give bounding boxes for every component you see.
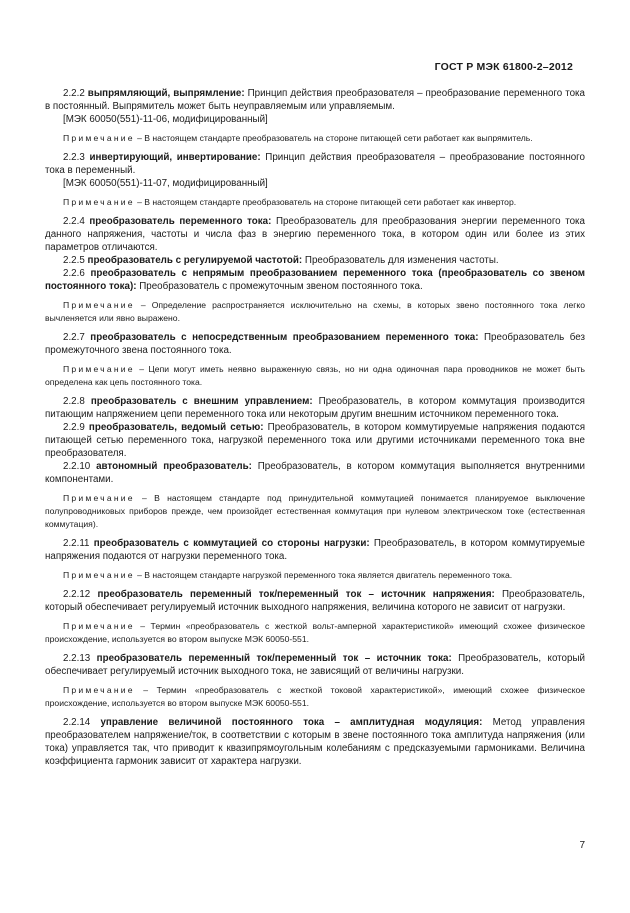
note-label: Примечание xyxy=(63,621,135,631)
clause-number: 2.2.12 xyxy=(63,589,91,600)
clause-text: Преобразователь, который обеспечивает регулируемый источник выходного тока, не зависящий от величины нагрузки. xyxy=(45,653,585,677)
clause-paragraph xyxy=(45,215,585,254)
standard-designation: ГОСТ Р МЭК 61800-2–2012 xyxy=(434,61,573,73)
clause-number: 2.2.6 xyxy=(63,268,85,279)
note-label: Примечание xyxy=(63,685,135,695)
clause-paragraph xyxy=(45,716,585,768)
clause-paragraph xyxy=(45,87,585,113)
note-text: – В настоящем стандарте под принудительной коммутацией понимается планируемое выключение полупроводниковых приборов прежде, чем произойдет естественная коммутация при нулевом электрическом токе (естественная коммутация). xyxy=(45,493,585,529)
note-label: Примечание xyxy=(63,364,135,374)
clause-term: преобразователь переменного тока: xyxy=(89,216,272,227)
clause-paragraph xyxy=(45,395,585,421)
clause-text: Преобразователь, в котором коммутируемые напряжения подаются от нагрузки переменного тока. xyxy=(45,538,585,562)
clause-paragraph xyxy=(45,267,585,293)
note-label: Примечание xyxy=(63,197,135,207)
note-text: – В настоящем стандарте преобразователь на стороне питающей сети работает как инвертор. xyxy=(137,197,517,207)
note-paragraph xyxy=(45,569,585,582)
clause-paragraph xyxy=(45,421,585,460)
reference-line: [МЭК 60050(551)-11-07, модифицированный] xyxy=(63,178,268,189)
clause-text: Преобразователь, в котором коммутация выполняется внутренними компонентами. xyxy=(45,461,585,485)
note-paragraph xyxy=(45,620,585,646)
clause-term: преобразователь с непосредственным преобразованием переменного тока: xyxy=(90,332,479,343)
note-text: – В настоящем стандарте нагрузкой переменного тока является двигатель переменного тока. xyxy=(137,570,513,580)
clause-text: Преобразователь, в котором коммутируемые напряжения подаются питающей сетью переменного тока, нагрузкой переменного тока или другими источниками переменного тока вне преобразователя. xyxy=(45,422,585,459)
clause-term: преобразователь переменный ток/переменный ток – источник тока: xyxy=(96,653,452,664)
note-paragraph xyxy=(45,299,585,325)
clause-text: Принцип действия преобразователя – преобразование постоянного тока в переменный. xyxy=(45,152,585,176)
clause-paragraph xyxy=(45,537,585,563)
clause-number: 2.2.14 xyxy=(63,717,91,728)
note-text: – В настоящем стандарте преобразователь на стороне питающей сети работает как выпрямитель. xyxy=(137,133,533,143)
page-number: 7 xyxy=(579,840,585,851)
clause-number: 2.2.7 xyxy=(63,332,85,343)
clause-number: 2.2.11 xyxy=(63,538,90,549)
note-paragraph xyxy=(45,196,585,209)
note-label: Примечание xyxy=(63,493,135,503)
clause-text: Преобразователь для изменения частоты. xyxy=(304,255,499,266)
clause-number: 2.2.5 xyxy=(63,255,85,266)
document-body xyxy=(45,87,585,768)
clause-number: 2.2.10 xyxy=(63,461,91,472)
clause-term: преобразователь с внешним управлением: xyxy=(90,396,313,407)
clause-paragraph xyxy=(45,588,585,614)
clause-paragraph xyxy=(45,460,585,486)
clause-number: 2.2.8 xyxy=(63,396,85,407)
clause-term: преобразователь с коммутацией со стороны нагрузки: xyxy=(93,538,370,549)
note-paragraph xyxy=(45,132,585,145)
clause-text: Преобразователь для преобразования энергии переменного тока данного напряжения, частоты и числа фаз в энергию переменного тока, в котором один или более из этих параметров отличаются. xyxy=(45,216,585,253)
note-text: – Термин «преобразователь с жесткой вольт-амперной характеристикой» имеющий схожее физическое происхождение, используется во втором выпуске МЭК 60050-551. xyxy=(45,621,585,644)
clause-term: преобразователь переменный ток/переменный ток – источник напряжения: xyxy=(97,589,495,600)
clause-text: Преобразователь без промежуточного звена постоянного тока. xyxy=(45,332,585,356)
note-paragraph xyxy=(45,363,585,389)
clause-term: преобразователь с непрямым преобразованием переменного тока (преобразователь со звеном постоянного тока): xyxy=(45,268,585,292)
clause-paragraph xyxy=(45,652,585,678)
clause-paragraph xyxy=(45,331,585,357)
note-label: Примечание xyxy=(63,570,135,580)
clause-text: Принцип действия преобразователя – преобразование переменного тока в постоянный. Выпрямитель может быть неуправляемым или управляемым. xyxy=(45,88,585,112)
note-label: Примечание xyxy=(63,133,135,143)
clause-term: преобразователь, ведомый сетью: xyxy=(88,422,264,433)
page-footer xyxy=(45,840,585,851)
clause-number: 2.2.4 xyxy=(63,216,85,227)
clause-term: выпрямляющий, выпрямление: xyxy=(87,88,245,99)
reference-line: [МЭК 60050(551)-11-06, модифицированный] xyxy=(63,114,268,125)
clause-term: преобразователь с регулируемой частотой: xyxy=(87,255,303,266)
clause-term: управление величиной постоянного тока – амплитудная модуляция: xyxy=(100,717,483,728)
clause-paragraph xyxy=(45,254,585,267)
clause-number: 2.2.13 xyxy=(63,653,91,664)
clause-number: 2.2.3 xyxy=(63,152,85,163)
clause-term: автономный преобразователь: xyxy=(96,461,252,472)
note-text: – Цепи могут иметь неявно выраженную связь, но ни одна одиночная пара проводников не может быть определена как цепь постоянного тока. xyxy=(45,364,585,387)
clause-text: Преобразователь с промежуточным звеном постоянного тока. xyxy=(139,281,423,292)
clause-text: Преобразователь, который обеспечивает регулируемый источник выходного напряжения, величина которого не зависит от нагрузки. xyxy=(45,589,585,613)
clause-term: инвертирующий, инвертирование: xyxy=(89,152,261,163)
note-text: – Определение распространяется исключительно на схемы, в которых звено постоянного тока легко вычленяется или явно выражено. xyxy=(45,300,586,323)
note-paragraph xyxy=(45,684,585,710)
note-paragraph xyxy=(45,492,585,531)
clause-paragraph xyxy=(45,151,585,177)
clause-number: 2.2.9 xyxy=(63,422,85,433)
clause-text: Метод управления преобразователем напряжение/ток, в соответствии с которым в звене постоянного тока амплитуда напряжения (или тока) управляется так, что приводит к квазипрямоугольным колебаниям с предсказуемыми гармониками. Величина коэффициента гармоник зависит от характера нагрузки. xyxy=(45,717,585,767)
note-text: – Термин «преобразователь с жесткой токовой характеристикой», имеющий схожее физическое происхождение, используется во втором выпуске МЭК 60050-551. xyxy=(45,685,586,708)
note-label: Примечание xyxy=(63,300,135,310)
clause-text: Преобразователь, в котором коммутация производится питающим напряжением цепи переменного тока или некоторым другим внешним источником переменного тока. xyxy=(45,396,585,420)
clause-number: 2.2.2 xyxy=(63,88,85,99)
